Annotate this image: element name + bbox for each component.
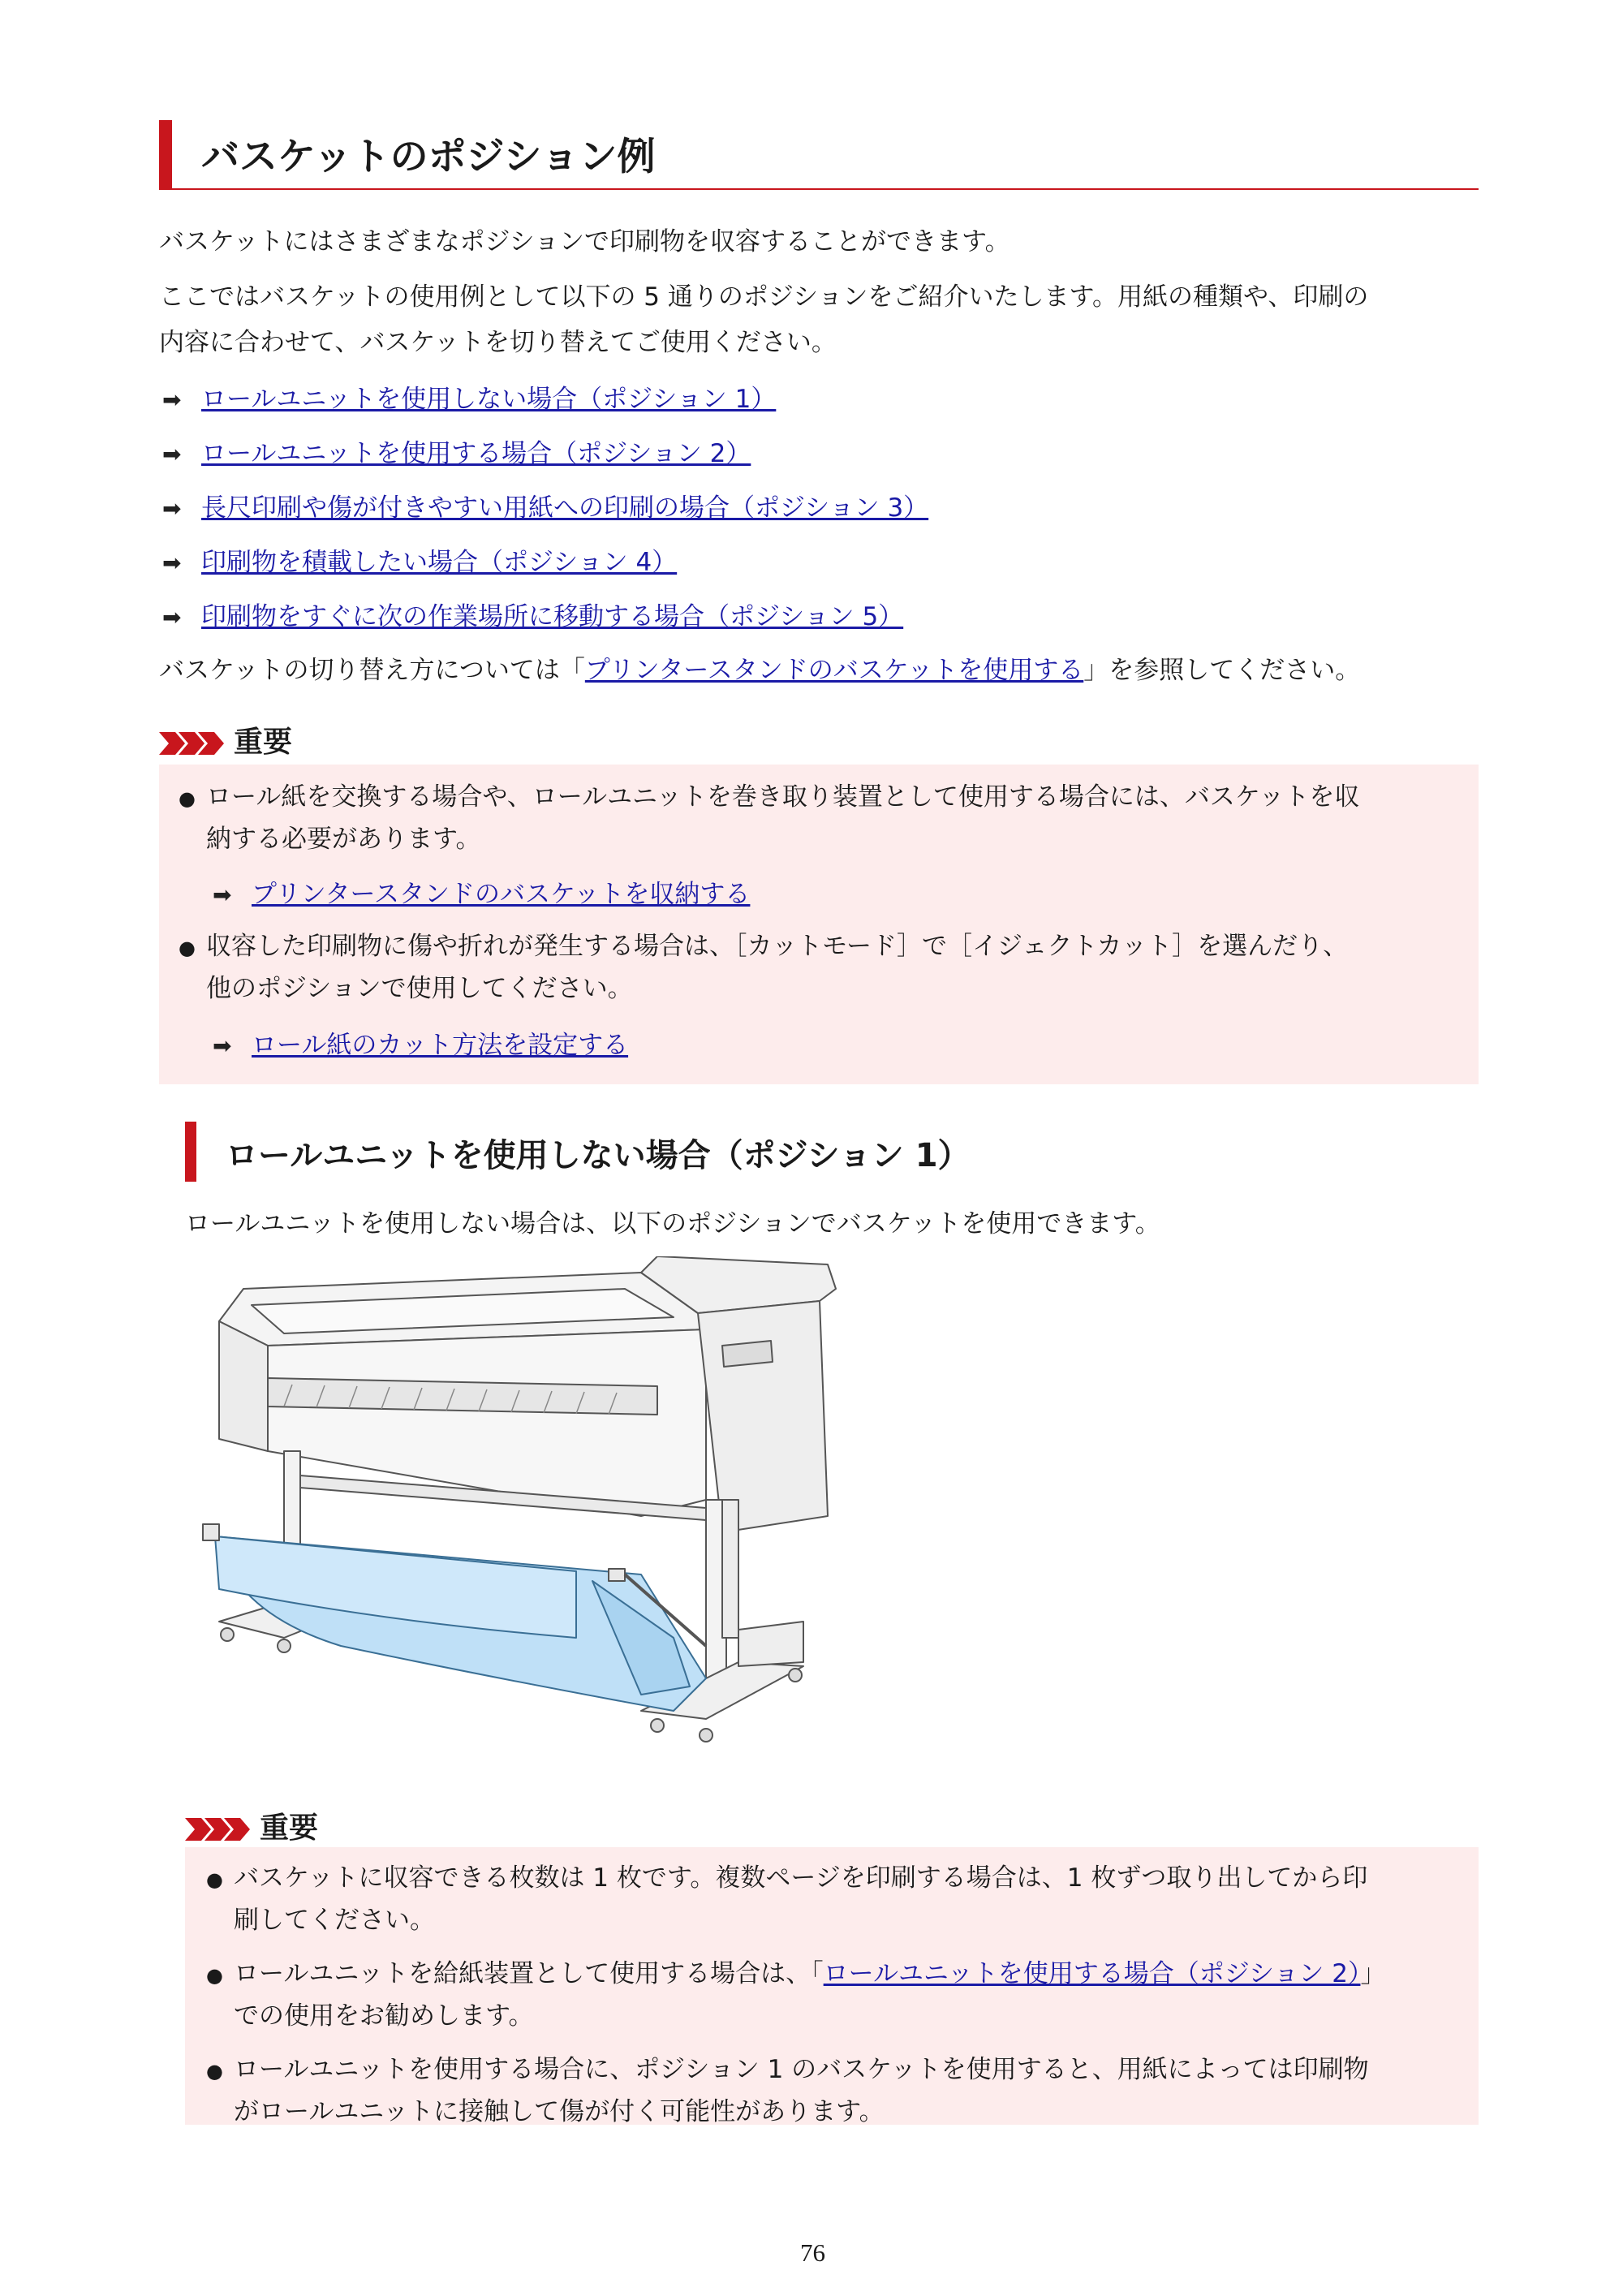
link-item-position-2: [162, 433, 751, 469]
link-store-basket[interactable]: プリンタースタンドのバスケットを収納する: [252, 880, 751, 909]
intro-line-2: ここではバスケットの使用例として以下の 5 通りのポジションをご紹介いたします。用紙の種類や、印刷の: [159, 282, 1369, 312]
imp2-bullet-3-line-2: がロールユニットに接触して傷が付く可能性があります。: [234, 2097, 885, 2126]
imp2-bullet-3-line-1: [206, 2047, 1369, 2094]
link-cut-method[interactable]: ロール紙のカット方法を設定する: [252, 1031, 629, 1060]
bullet-icon: ●: [179, 937, 196, 959]
imp2-bullet-2-line-1: [206, 1951, 1385, 1998]
important-title-1: 重要: [234, 726, 293, 759]
imp1-b1-text: ロール紙を交換する場合や、ロールユニットを巻き取り装置として使用する場合には、バスケットを収: [206, 782, 1360, 812]
triple-chevron-icon: [159, 730, 226, 756]
bullet-icon: ●: [206, 1868, 223, 1891]
intro-line-3: 内容に合わせて、バスケットを切り替えてご使用ください。: [159, 328, 837, 357]
arrow-right-icon: ➡: [162, 441, 182, 467]
page-number: 76: [800, 2238, 825, 2267]
imp1-link-item-1: [213, 873, 750, 910]
imp2-b2-pre: ロールユニットを給紙装置として使用する場合は、「: [234, 1959, 824, 1988]
arrow-right-icon: ➡: [213, 881, 232, 908]
imp2-b1-text: バスケットに収容できる枚数は 1 枚です。複数ページを印刷する場合は、1 枚ずつ取り出してから印: [234, 1863, 1368, 1893]
page-heading: [159, 120, 1479, 190]
heading-accent-bar: [159, 120, 172, 188]
triple-chevron-icon: [185, 1816, 252, 1842]
link-item-position-4: [162, 541, 677, 578]
imp1-bullet-1-line-1: [179, 774, 1359, 821]
imp2-bullet-2-line-2: での使用をお勧めします。: [234, 2001, 534, 2031]
imp1-bullet-2-line-2: 他のポジションで使用してください。: [206, 974, 633, 1003]
section-description: ロールユニットを使用しない場合は、以下のポジションでバスケットを使用できます。: [185, 1209, 1160, 1238]
link-item-position-3: [162, 487, 928, 523]
imp1-link-item-2: [213, 1024, 628, 1061]
printer-basket-illustration: [187, 1256, 860, 1776]
imp2-bullet-1-line-1: [206, 1855, 1367, 1902]
link-position-4[interactable]: 印刷物を積載したい場合（ポジション 4）: [201, 548, 678, 577]
arrow-right-icon: ➡: [162, 549, 182, 576]
imp1-bullet-1-line-2: 納する必要があります。: [206, 825, 481, 854]
link-position-2[interactable]: ロールユニットを使用する場合（ポジション 2）: [201, 439, 751, 468]
bullet-icon: ●: [179, 787, 196, 810]
imp1-b2-text: 収容した印刷物に傷や折れが発生する場合は、［カットモード］で［イジェクトカット］を選んだり、: [206, 932, 1349, 961]
bullet-icon: ●: [206, 2060, 223, 2083]
link-position-1[interactable]: ロールユニットを使用しない場合（ポジション 1）: [201, 385, 777, 414]
link-position-2-inline[interactable]: ロールユニットを使用する場合（ポジション 2）: [823, 1959, 1361, 1988]
link-use-basket[interactable]: プリンタースタンドのバスケットを使用する: [584, 656, 1084, 685]
link-position-5[interactable]: 印刷物をすぐに次の作業場所に移動する場合（ポジション 5）: [201, 602, 904, 631]
arrow-right-icon: ➡: [162, 495, 182, 522]
important-heading-1: [159, 719, 292, 760]
arrow-right-icon: ➡: [162, 604, 182, 631]
switch-text-post: 」を参照してください。: [1083, 656, 1361, 685]
switch-paragraph: [159, 648, 1360, 693]
section-accent-bar: [185, 1122, 196, 1182]
switch-text-pre: バスケットの切り替え方については「: [159, 656, 585, 685]
section-title: ロールユニットを使用しない場合（ポジション 1）: [226, 1137, 971, 1174]
link-item-position-1: [162, 378, 776, 415]
imp2-b2-post: 」: [1360, 1959, 1386, 1988]
arrow-right-icon: ➡: [162, 386, 182, 413]
imp2-b3-text: ロールユニットを使用する場合に、ポジション 1 のバスケットを使用すると、用紙によっては印刷物: [234, 2055, 1369, 2084]
arrow-right-icon: ➡: [213, 1032, 232, 1059]
important-heading-2: [185, 1805, 318, 1846]
imp1-bullet-2-line-1: [179, 924, 1348, 971]
bullet-icon: ●: [206, 1964, 223, 1987]
intro-line-1: バスケットにはさまざまなポジションで印刷物を収容することができます。: [159, 227, 1010, 256]
page-title: バスケットのポジション例: [201, 135, 656, 179]
link-item-position-5: [162, 596, 903, 632]
imp2-bullet-1-line-2: 刷してください。: [234, 1906, 435, 1935]
link-position-3[interactable]: 長尺印刷や傷が付きやすい用紙への印刷の場合（ポジション 3）: [201, 493, 929, 523]
important-title-2: 重要: [260, 1811, 319, 1845]
